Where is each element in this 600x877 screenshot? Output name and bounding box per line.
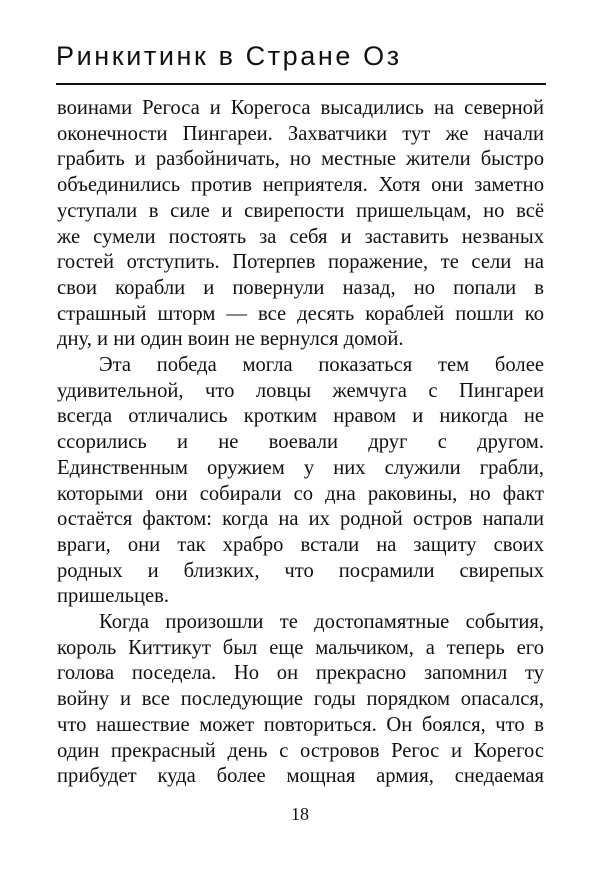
text-line: гостей отступить. Потерпев поражение, те сели на	[57, 251, 544, 274]
text-line: пришельцев.	[57, 585, 170, 608]
text-line: оконечности Пингареи. Захватчики тут же начали	[57, 122, 544, 145]
text-line: Эта победа могла показаться тем более	[99, 354, 544, 377]
text-line: прибудет куда более мощная армия, снедаемая	[57, 765, 544, 788]
text-line: Когда произошли те достопамятные события,	[99, 611, 544, 634]
text-line: враги, они так храбро встали на защиту своих	[57, 533, 544, 556]
running-head: Ринкитинк в Стране Оз	[56, 41, 402, 71]
text-line: свои корабли и повернули назад, но попали в	[57, 276, 544, 299]
text-line: удивительной, что ловцы жемчуга с Пингареи	[57, 379, 544, 402]
header-rule	[56, 83, 546, 85]
text-line: Единственным оружием у них служили грабли,	[57, 456, 544, 479]
text-line: один прекрасный день с островов Регос и Корегос	[57, 739, 544, 762]
page-number: 18	[291, 804, 309, 824]
body-text	[57, 96, 544, 790]
text-line: грабить и разбойничать, но местные жители быстро	[57, 148, 544, 171]
text-line: что нашествие может повториться. Он боялся, что в	[57, 713, 544, 736]
text-line: которыми они собирали со дна раковины, но факт	[57, 482, 544, 505]
text-line: остаётся фактом: когда на их родной остров напали	[57, 508, 544, 531]
text-line: дну, и ни один воин не вернулся домой.	[57, 328, 404, 351]
text-line: уступали в силе и свирепости пришельцам, но всё	[57, 199, 544, 222]
text-line: объединились против неприятеля. Хотя они заметно	[57, 174, 544, 197]
paragraph	[57, 96, 544, 353]
text-line: родных и близких, что посрамили свирепых	[57, 559, 544, 582]
text-line: ссорились и не воевали друг с другом.	[57, 431, 544, 454]
text-line: воинами Регоса и Корегоса высадились на северной	[57, 97, 544, 119]
text-line: король Киттикут был еще мальчиком, а теперь его	[57, 636, 544, 659]
text-line: страшный шторм — все десять кораблей пошли ко	[57, 302, 544, 325]
text-line: войну и все последующие годы порядком опасался,	[57, 688, 544, 711]
text-line: всегда отличались кротким нравом и никогда не	[57, 405, 544, 428]
text-line: же сумели постоять за себя и заставить незваных	[57, 225, 544, 248]
paragraph	[57, 610, 544, 790]
text-line: голова поседела. Но он прекрасно запомнил ту	[57, 662, 544, 685]
paragraph	[57, 353, 544, 610]
